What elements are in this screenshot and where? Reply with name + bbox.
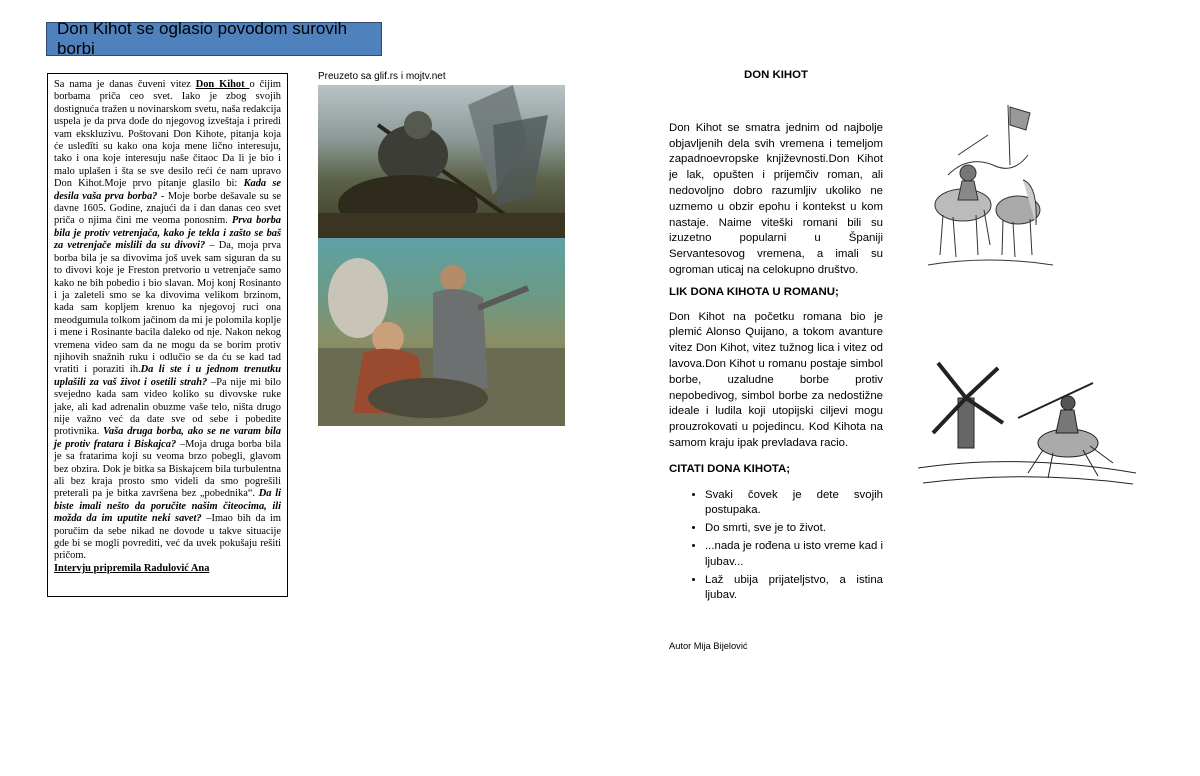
interview-signature: Intervju pripremila Radulović Ana xyxy=(54,562,210,574)
list-item: • Do smrti, sve je to život. xyxy=(705,521,883,537)
question-3: Da li ste i u jednom trenutku uplašili za vaš život i osetili strah? xyxy=(54,364,281,388)
interview-intro: Sa nama je danas čuveni vitez xyxy=(54,79,196,90)
question-4: Vaša druga borba, ako se ne varam bila je protiv fratara i Biskajca? xyxy=(54,426,282,450)
knight-windmill-photo xyxy=(318,85,565,238)
article-paragraph-1: Don Kihot se smatra jednim od najbolje objavljenih dela svih vremena i temeljom zapadnoevropske književnosti.Don Kihot je lak, opušten i prijemčiv roman, ali nedovoljno dobro razumljiv ukoliko ne uzmemo u obzir epohu i kontekst u kom nastaje. Naime viteški romani bili su izuzetno popularni u Španiji Servantesovog vremena, a imali su ogroman uticaj na celokupno društvo. xyxy=(669,121,883,276)
knight-procession-illustration xyxy=(918,95,1058,271)
windmill-charge-illustration xyxy=(918,358,1136,488)
article-author: Autor Mija Bijelović xyxy=(669,641,748,651)
answer-1: - Moje borbe dešavale su se davne 1605. Godine, znajući da i dan danas ceo svet priča o njima čini me veoma ponosnim. xyxy=(54,190,281,227)
list-item: • Laž ubija prijateljstvo, a istina ljubav. xyxy=(705,573,883,605)
answer-3: –Pa nije mi bilo svejedno kada sam video koliko su divovske ruke jake, ali kad adrenalin obuzme vaše telo, ništa drugo nije važno već da date sve od sebe i pobedite protivnika. xyxy=(54,376,281,438)
article-title: DON KIHOT xyxy=(744,69,808,81)
question-5: Da li biste imali nešto da poručite našim čiteocima, ili možda da im uputite neki savet? xyxy=(54,488,281,525)
headline: Don Kihot se oglasio povodom surovih borbi xyxy=(57,19,348,58)
quotes-list xyxy=(669,488,883,605)
interview-intro-rest: o čijim borbama priča ceo svet. Iako je zbog svojih dostignuća tražen u novinarskom svetu, naša redakcija uspela je da prva dođe do njegovog izveštaja i priredi vam ekskluzivu. Poštovani Don Kihote, pitanja koja će usledīti su kako ona koja mene lično interesuju, tako i ona koje interesuju naše čitaoc Da li je bio i malo uplašen i šta se sve desilo reći će nam upravo Don Kihot.Moje prvo pitanje glasilo bi: xyxy=(54,79,281,190)
list-item: • ...nada je rođena u isto vreme kad i ljubav... xyxy=(705,539,883,571)
answer-4: –Moja druga borba bila je sa fratarima koji su veoma brzo pobegli, glavom bez obzira. Dok je bitka sa Biskajcem bila turbulentna ali bez kraja prosto smo videli da smo pogrešili preterali pa je bitka završena bez „pobednika“. xyxy=(54,438,281,500)
interview-box xyxy=(47,73,288,597)
section-heading-character: LIK DONA KIHOTA U ROMANU; xyxy=(669,285,839,298)
photo-source-caption: Preuzeto sa glif.rs i mojtv.net xyxy=(318,71,446,82)
article xyxy=(669,68,883,606)
headline-box xyxy=(46,19,382,58)
article-paragraph-2: Don Kihot na početku romana bio je plemić Alonso Quijano, a tokom avanture vitez Don Kihot, vitez tužnog lica i vitez od lavova.Don Kihot u romanu postaje simbol borbe, uzaludne borbe protiv nepobedivog, simbol borbe za nedostižne ideale i ludila koji utopijski ciljevi mogu prouzrokovati u pojedincu. Kod Kihota na samom kraju ipak prevladava racio. xyxy=(669,310,883,449)
answer-5: –Imao bih da im poručim da sebe nikad ne dovode u takve situacije gde bi se mogli povrediti, već da uvek pokušaju rešiti pričom. xyxy=(54,513,281,562)
section-heading-quotes: CITATI DONA KIHOTA; xyxy=(669,462,791,475)
interview-text xyxy=(54,79,281,575)
knight-squire-photo xyxy=(318,238,565,426)
question-1: Kada se desila vaša prva borba? xyxy=(54,178,281,202)
list-item: • Svaki čovek je dete svojih postupaka. xyxy=(705,488,883,520)
question-2: Prva borba bila je protiv vetrenjača, kako je tekla i zašto se baš za vetrenjače mislili da su divovi? xyxy=(54,215,281,252)
answer-2: – Da, moja prva borba bila je sa divovima još uvek sam siguran da su to divovi koje je Freston pretvorio u vetrenjače samo kako ne bih pobedio i bio slavan. Moj konj Rosinanto i ja zaleteli smo se ka divovima velikom brzinom, kada sam kopljem krenuo ka njegovoj ruci ona meodgumula tolkom jačinom da mi je polomila koplje i mene i Rosinante bacila daleko od nje. Nakon nekog vremena video sam da ne mogu da se borim protiv njihovih snažnih ruku i odlučio se da ću se kad tad vratiti i poraziti ih. xyxy=(54,240,282,376)
interview-name: Don Kihot xyxy=(195,79,250,90)
